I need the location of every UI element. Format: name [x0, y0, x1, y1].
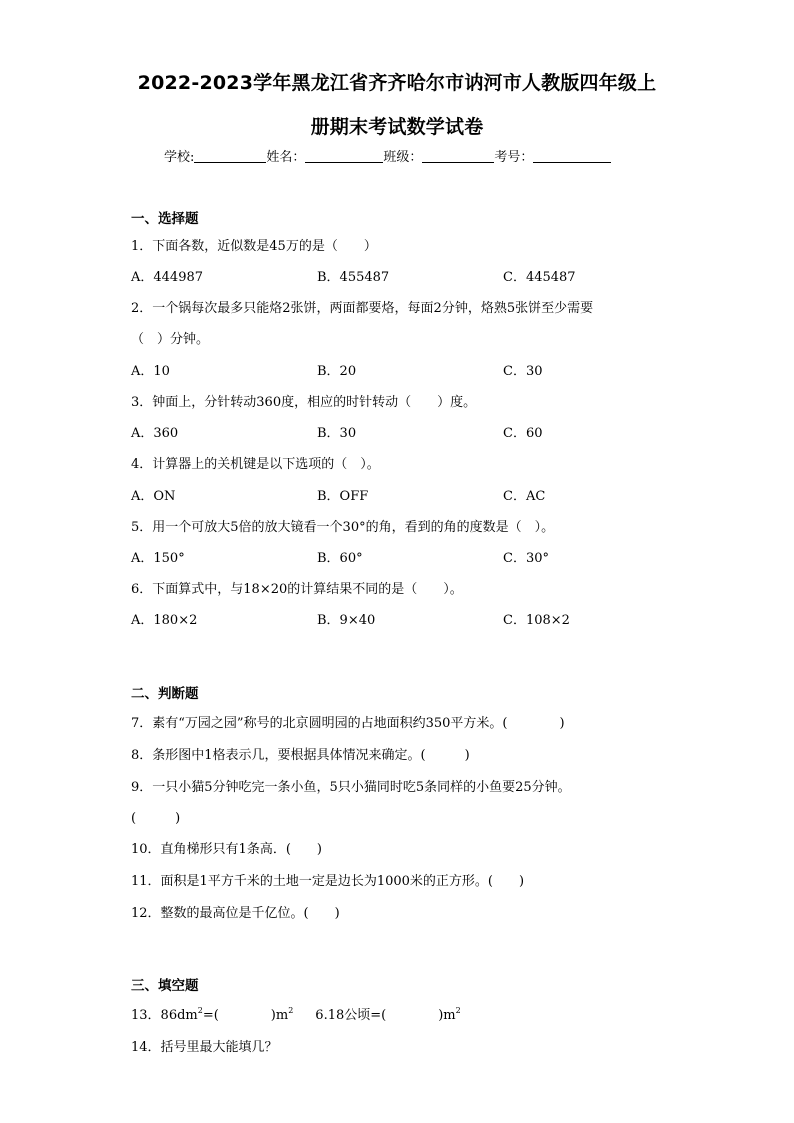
q2-option-b: B．20 [317, 364, 357, 379]
q6-option-b: B．9×40 [317, 613, 376, 628]
q5-option-c: C．30° [503, 551, 549, 566]
q6-option-c: C．108×2 [503, 613, 570, 628]
number-label: 考号： [494, 150, 534, 165]
school-label: 学校: [164, 150, 195, 165]
page-title-line2: 册期末考试数学试卷 [310, 116, 484, 138]
q13-sup-a: 2 [197, 1006, 203, 1015]
q1-option-b: B．455487 [317, 270, 390, 285]
name-label: 姓名： [266, 150, 306, 165]
q13-part-b: =( )m [202, 1008, 289, 1023]
q3-option-a: A．360 [131, 426, 179, 441]
question-14: 14．括号里最大能填几？ [131, 1040, 278, 1055]
question-6: 6．下面算式中，与18×20的计算结果不同的是（ ）。 [131, 582, 463, 597]
student-info-row [164, 146, 611, 165]
q2-option-c: C．30 [503, 364, 543, 379]
q1-option-c: C．445487 [503, 270, 576, 285]
page-title: 2022-2023学年黑龙江省齐齐哈尔市讷河市人教版四年级上 [137, 72, 657, 94]
question-13 [131, 1004, 461, 1023]
question-10: 10．直角梯形只有1条高．( ) [131, 842, 322, 857]
q13-sup-c: 2 [455, 1006, 461, 1015]
question-11: 11．面积是1平方千米的土地一定是边长为1000米的正方形。( ) [131, 874, 525, 889]
q13-sup-b: 2 [288, 1006, 294, 1015]
question-4: 4．计算器上的关机键是以下选项的（ ）。 [131, 457, 380, 472]
question-3: 3．钟面上，分针转动360度，相应的时针转动（ ）度。 [131, 395, 477, 410]
q1-option-a: A．444987 [131, 270, 204, 285]
question-12: 12．整数的最高位是千亿位。( ) [131, 906, 340, 921]
school-blank [194, 149, 266, 163]
question-2-cont: （ ）分钟。 [131, 332, 210, 347]
section-judge-heading: 二、判断题 [131, 686, 199, 702]
question-9-cont: ( ) [131, 811, 181, 826]
question-2: 2．一个锅每次最多只能烙2张饼，两面都要烙，每面2分钟，烙熟5张饼至少需要 [131, 301, 594, 316]
question-5: 5．用一个可放大5倍的放大镜看一个30°的角，看到的角的度数是（ ）。 [131, 520, 555, 535]
q4-option-b: B．OFF [317, 489, 369, 504]
q5-option-a: A．150° [131, 551, 185, 566]
name-blank [305, 149, 383, 163]
q13-part-c: 6.18公顷=( )m [315, 1008, 456, 1023]
q2-option-a: A．10 [131, 364, 170, 379]
class-label: 班级： [383, 150, 423, 165]
q3-option-b: B．30 [317, 426, 357, 441]
q4-option-a: A．ON [131, 489, 176, 504]
q4-option-c: C．AC [503, 489, 546, 504]
question-1: 1．下面各数，近似数是45万的是（ ） [131, 239, 377, 254]
q5-option-b: B．60° [317, 551, 363, 566]
q6-option-a: A．180×2 [131, 613, 198, 628]
class-blank [422, 149, 494, 163]
section-choice-heading: 一、选择题 [131, 211, 199, 227]
q3-option-c: C．60 [503, 426, 543, 441]
number-blank [533, 149, 611, 163]
question-7: 7．素有“万园之园”称号的北京圆明园的占地面积约350平方米。( ) [131, 716, 565, 731]
question-8: 8．条形图中1格表示几，要根据具体情况来确定。( ) [131, 748, 470, 763]
section-fill-heading: 三、填空题 [131, 978, 199, 994]
question-9: 9．一只小猫5分钟吃完一条小鱼，5只小猫同时吃5条同样的小鱼要25分钟。 [131, 780, 571, 795]
q13-part-a: 13．86dm [131, 1008, 198, 1023]
